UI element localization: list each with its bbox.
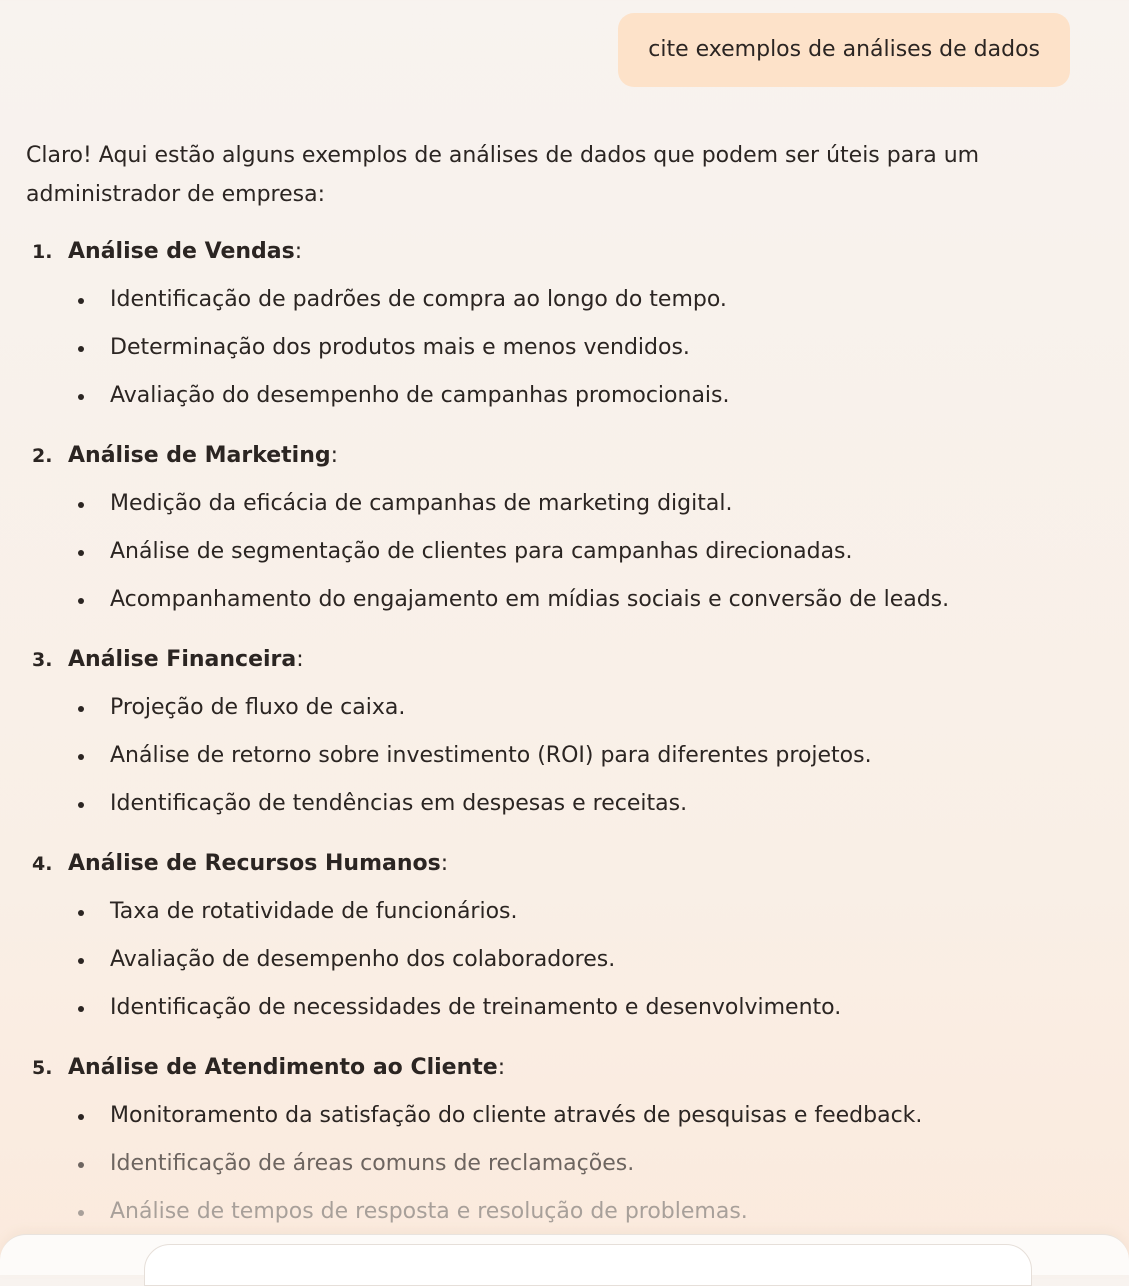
user-message-bubble: cite exemplos de análises de dados	[618, 13, 1070, 87]
section-heading	[26, 228, 1086, 276]
list-item: Identificação de necessidades de treinamento e desenvolvimento.	[110, 984, 1086, 1032]
section-number: 5.	[32, 1057, 53, 1079]
list-item: Avaliação de desempenho dos colaboradores.	[110, 936, 1086, 984]
analysis-list	[26, 228, 1086, 1236]
section-items	[26, 480, 1086, 624]
list-item: Taxa de rotatividade de funcionários.	[110, 888, 1086, 936]
section-items	[26, 684, 1086, 828]
section-colon: :	[294, 239, 303, 264]
list-item: Monitoramento da satisfação do cliente através de pesquisas e feedback.	[110, 1092, 1086, 1140]
section-heading	[26, 1044, 1086, 1092]
section-items	[26, 1092, 1086, 1236]
section-items	[26, 276, 1086, 420]
assistant-message	[26, 136, 1086, 1248]
section-title: Análise de Marketing	[68, 443, 331, 468]
section-heading	[26, 840, 1086, 888]
section-title: Análise de Atendimento ao Cliente	[68, 1055, 498, 1080]
section-title: Análise de Vendas	[68, 239, 295, 264]
section-colon: :	[440, 851, 449, 876]
list-item: Acompanhamento do engajamento em mídias sociais e conversão de leads.	[110, 576, 1086, 624]
list-item: Determinação dos produtos mais e menos vendidos.	[110, 324, 1086, 372]
list-item: Análise de tempos de resposta e resolução de problemas.	[110, 1188, 1086, 1236]
message-input[interactable]	[144, 1244, 1032, 1286]
section-number: 4.	[32, 853, 53, 875]
section-colon: :	[330, 443, 339, 468]
list-item: Análise de retorno sobre investimento (ROI) para diferentes projetos.	[110, 732, 1086, 780]
analysis-section	[26, 1044, 1086, 1236]
section-number: 1.	[32, 241, 53, 263]
section-items	[26, 888, 1086, 1032]
list-item: Análise de segmentação de clientes para campanhas direcionadas.	[110, 528, 1086, 576]
list-item: Medição da eficácia de campanhas de marketing digital.	[110, 480, 1086, 528]
analysis-section	[26, 432, 1086, 624]
list-item: Identificação de tendências em despesas e receitas.	[110, 780, 1086, 828]
analysis-section	[26, 840, 1086, 1032]
analysis-section	[26, 228, 1086, 420]
list-item: Projeção de fluxo de caixa.	[110, 684, 1086, 732]
section-heading	[26, 636, 1086, 684]
section-title: Análise Financeira	[68, 647, 297, 672]
section-colon: :	[296, 647, 304, 672]
analysis-section	[26, 636, 1086, 828]
list-item: Identificação de áreas comuns de reclamações.	[110, 1140, 1086, 1188]
section-heading	[26, 432, 1086, 480]
section-colon: :	[497, 1055, 506, 1080]
list-item: Identificação de padrões de compra ao longo do tempo.	[110, 276, 1086, 324]
assistant-intro: Claro! Aqui estão alguns exemplos de análises de dados que podem ser úteis para um administrador de empresa:	[26, 143, 980, 207]
section-number: 2.	[32, 445, 53, 467]
list-item: Avaliação do desempenho de campanhas promocionais.	[110, 372, 1086, 420]
section-title: Análise de Recursos Humanos	[68, 851, 441, 876]
section-number: 3.	[32, 649, 53, 671]
